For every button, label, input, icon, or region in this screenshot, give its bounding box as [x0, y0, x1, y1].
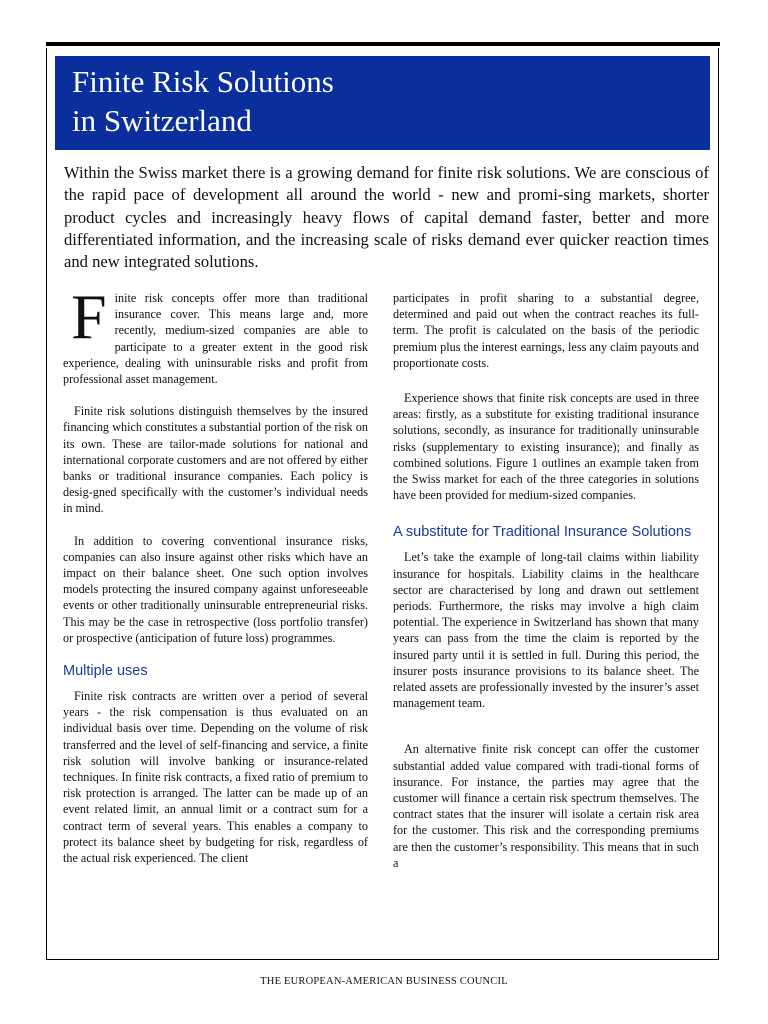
drop-cap: F — [71, 281, 107, 352]
title-line-1: Finite Risk Solutions — [72, 64, 334, 99]
paragraph: An alternative finite risk concept can offer the customer substantial added value compared with tradi-tional forms of insurance. For instance, the parties may agree that the customer will finance a certain risk spectrum themselves. The contract states that the insurer will isolate a certain risk area for the customer. This risk and the corresponding premiums are then the customer’s responsibility. This means that in such a — [393, 742, 699, 870]
section-heading-substitute: A substitute for Traditional Insurance Solutions — [393, 524, 692, 541]
paragraph: In addition to covering conventional insurance risks, companies can also insure against other risks which have an impact on their balance sheet. One such option involves models protecting the insured company against unforeseeable events or other traditionally uninsurable entrepreneurial risks. This may be the case in retrospective (loss portfolio transfer) or prospective (anticipation of future loss) programmes. — [63, 533, 368, 645]
top-rule — [46, 42, 720, 46]
intro-text: inite risk concepts offer more than traditional insurance cover. This means large and, more recently, medium-sized companies are able to participate to a greater extent in the good risk experience, dealing with uninsurable risks and profit from professional asset management. — [63, 291, 368, 387]
paragraph: Finite risk contracts are written over a period of several years - the risk compensation is thus evaluated on an individual basis over time. Depending on the volume of risk transferred and the level of self-financing and service, a finite risk solution will involve banking or insurance-related techniques. In finite risk contracts, a fixed ratio of premium to risk protection is arranged. The latter can be made up of an event related limit, an annual limit or a contract sum for a contract term of several years. This enables a company to protect its balance sheet by budgeting for risk, regardless of the actual risk experienced. The client — [63, 689, 368, 866]
page-title — [72, 62, 710, 140]
title-banner — [55, 56, 710, 150]
paragraph: participates in profit sharing to a substantial degree, determined and paid out when the contract reaches its full-term. The profit is calculated on the basis of the periodic premium plus the interest earnings, less any claim payouts and proportionate costs. — [393, 291, 699, 370]
column-right — [393, 290, 699, 887]
footer-publisher: THE EUROPEAN-AMERICAN BUSINESS COUNCIL — [260, 976, 508, 987]
column-left — [63, 281, 368, 882]
lead-paragraph: Within the Swiss market there is a growing demand for finite risk solutions. We are conscious of the rapid pace of development all around the world - new and promi-sing markets, shorter product cycles and increasingly heavy flows of capital demand faster, better and more differentiated information, and the increasing scale of risks demand ever quicker reaction times and new integrated solutions. — [64, 163, 709, 272]
intro-paragraph — [63, 281, 368, 387]
paragraph: Let’s take the example of long-tail claims within liability insurance for hospitals. Liability claims in the healthcare sector are characterised by long and drawn out settlement periods. Furthermore, the risks may involve a high claim potential. The experience in Switzerland has shown that many years can pass from the time the claim is reported by the insured party until it is settled in full. During this period, the insurer posts insurance provisions to its balance sheet. The related assets are professionally invested by the insurer’s asset management team. — [393, 550, 699, 711]
paragraph: Finite risk solutions distinguish themselves by the insured financing which constitutes a substantial portion of the risk on its own. These are tailor-made solutions for national and international corporate customers and are not offered by either banks or traditional insurance companies. Each policy is desig-gned specifically with the customer’s individual needs in mind. — [63, 404, 368, 516]
title-line-2: in Switzerland — [72, 103, 252, 138]
paragraph: Experience shows that finite risk concepts are used in three areas: firstly, as a substitute for existing traditional insurance solutions, secondly, as insurance for traditionally uninsurable risks (supplementary to existing insurance); and finally as combined solutions. Figure 1 outlines an example taken from the Swiss market for each of the three categories in solutions have been provided for medium-sized companies. — [393, 391, 699, 503]
section-heading-multiple-uses: Multiple uses — [63, 663, 148, 680]
